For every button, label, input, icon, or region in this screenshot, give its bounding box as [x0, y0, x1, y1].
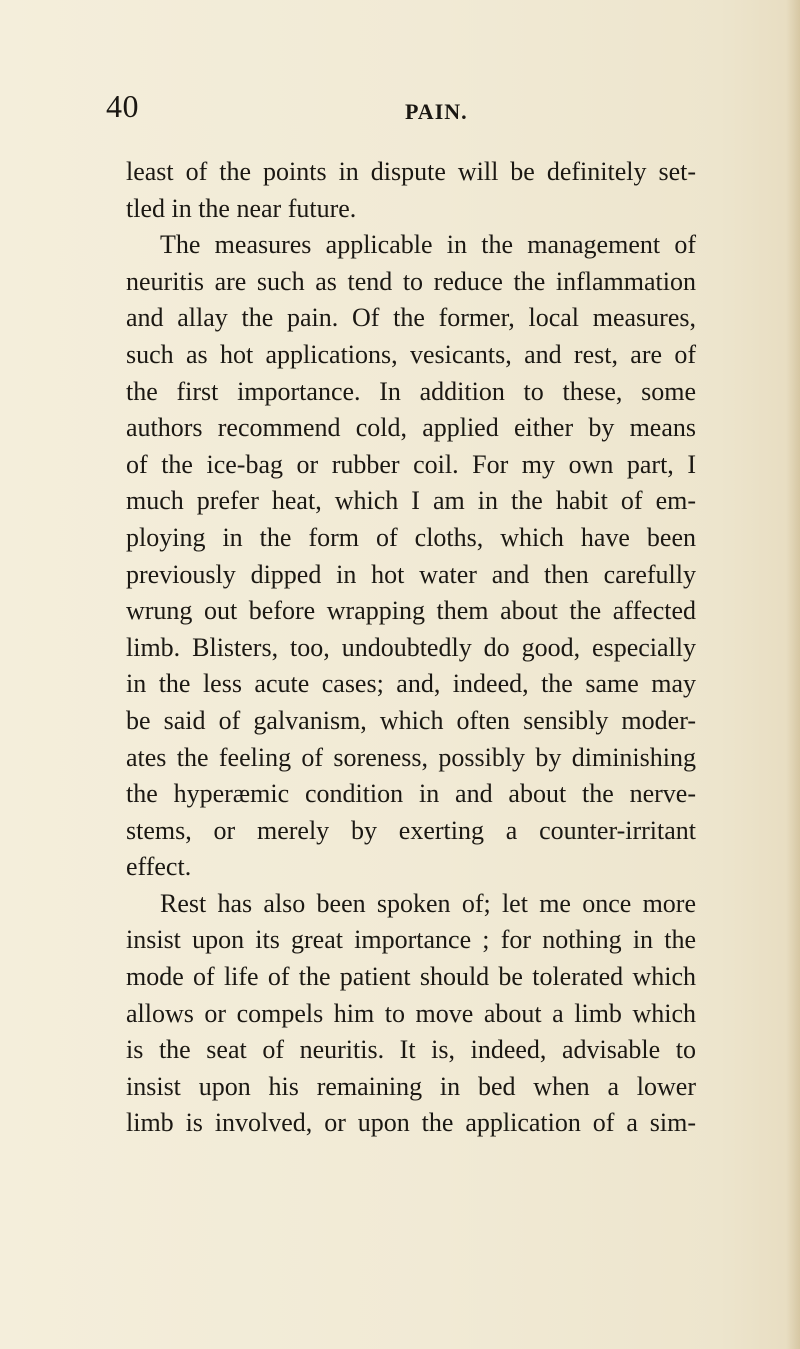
text-line: authors recommend cold, applied either by means — [126, 413, 696, 443]
body-text — [126, 154, 696, 1142]
text-line: neuritis are such as tend to reduce the inflammation — [126, 266, 696, 296]
page-header — [106, 86, 706, 136]
running-head: PAIN. — [405, 99, 468, 124]
text-line: mode of life of the patient should be tolerated which — [126, 962, 696, 992]
text-line: The measures applicable in the management of — [160, 230, 696, 260]
text-line: insist upon his remaining in bed when a lower — [126, 1071, 696, 1101]
text-line: is the seat of neuritis. It is, indeed, advisable to — [126, 1035, 696, 1065]
text-line: tled in the near future. — [126, 193, 357, 223]
text-line: much prefer heat, which I am in the habit of em- — [126, 486, 696, 516]
text-line: wrung out before wrapping them about the affected — [126, 596, 696, 626]
text-line: ploying in the form of cloths, which have been — [126, 522, 696, 552]
text-line: of the ice-bag or rubber coil. For my own part, I — [126, 449, 696, 479]
text-line: limb is involved, or upon the application of a sim- — [126, 1108, 696, 1138]
text-line: least of the points in dispute will be definitely set- — [126, 157, 696, 186]
text-line: be said of galvanism, which often sensibly moder- — [126, 705, 696, 735]
text-line: previously dipped in hot water and then carefully — [126, 559, 696, 589]
text-line: allows or compels him to move about a limb which — [126, 998, 696, 1028]
text-line: and allay the pain. Of the former, local measures, — [126, 303, 696, 333]
text-line: stems, or merely by exerting a counter-irritant — [126, 815, 696, 845]
text-line: Rest has also been spoken of; let me once more — [160, 888, 696, 918]
text-line: the first importance. In addition to these, some — [126, 376, 696, 406]
text-line: limb. Blisters, too, undoubtedly do good, especially — [126, 632, 696, 662]
page-edge-shadow — [786, 0, 800, 1349]
text-line: the hyperæmic condition in and about the nerve- — [126, 779, 696, 809]
page-number: 40 — [106, 88, 139, 124]
text-line: such as hot applications, vesicants, and rest, are of — [126, 339, 696, 369]
text-line: insist upon its great importance ; for nothing in the — [126, 925, 696, 955]
text-line: effect. — [126, 852, 192, 882]
text-line: ates the feeling of soreness, possibly by diminishing — [126, 742, 696, 772]
text-line: in the less acute cases; and, indeed, the same may — [126, 669, 696, 699]
